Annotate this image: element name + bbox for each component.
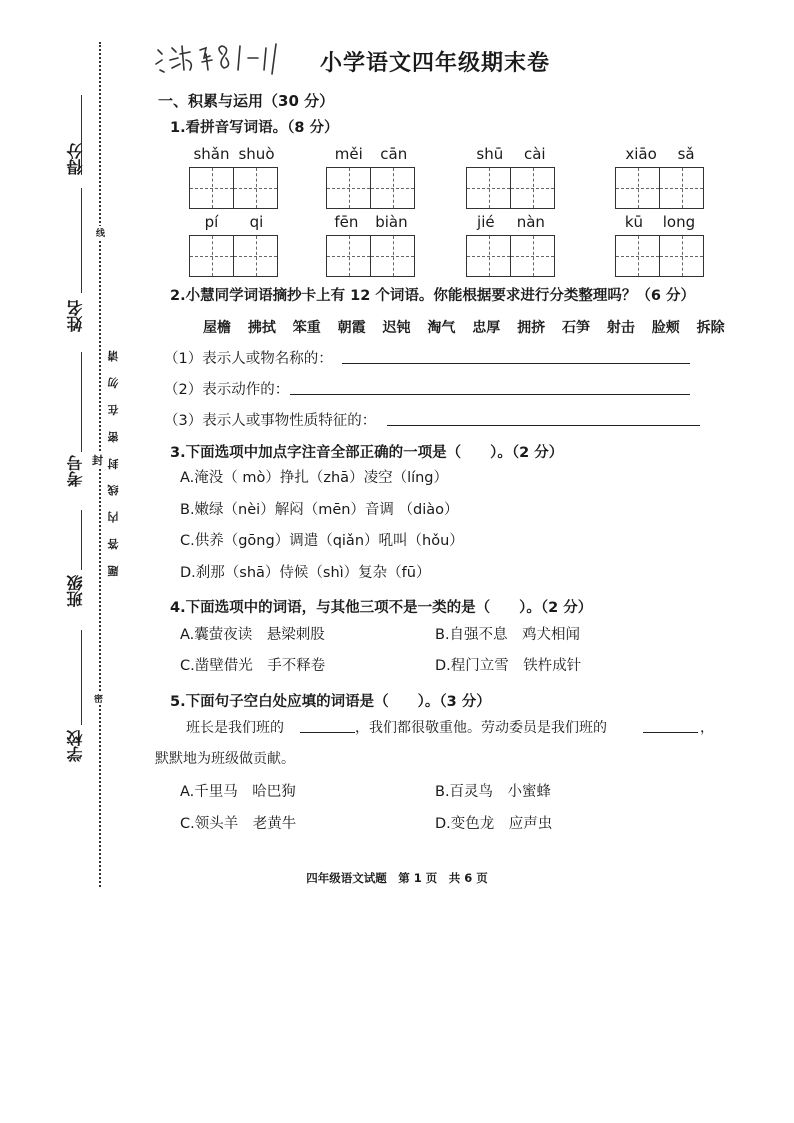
word: 脸颊 [651,320,680,336]
q4-option-c[interactable]: C.凿壁借光 手不释卷 [180,658,326,674]
notice-char: 密 [107,431,120,443]
notice-char: 封 [107,458,120,470]
q4-option-a[interactable]: A.囊萤夜读 悬梁刺股 [180,627,325,643]
q5-option-a[interactable]: A.千里马 哈巴狗 [180,784,296,800]
section-heading: 一、积累与运用（30 分） [158,92,335,110]
score-label: 得分 [66,143,85,175]
line-mark: 线 [96,226,105,239]
writing-grid[interactable] [615,235,704,277]
question-5-title: 5.下面句子空白处应填的词语是（ ）。（3 分） [170,694,491,710]
pinyin: long [662,213,696,231]
page-title: 小学语文四年级期末卷 [320,51,551,76]
q4-option-d[interactable]: D.程门立雪 铁杵成针 [435,658,582,674]
pinyin-box-3 [466,145,556,209]
q5-sentence-part2: ，我们都很敬重他。劳动委员是我们班的 [355,720,607,736]
page-footer: 四年级语文试题 第 1 页 共 6 页 [306,871,488,885]
classify-2-answer-line[interactable] [290,394,690,395]
notice-char: 在 [107,404,120,416]
pinyin-box-4 [615,145,705,209]
notice-char: 内 [107,512,120,524]
word: 拥挤 [517,320,546,336]
pinyin: cān [380,145,408,163]
classify-1-label: （1）表示人或物名称的： [164,351,333,367]
class-line [81,510,82,570]
q3-option-d[interactable]: D.刹那（shā）侍候（shì）复杂（fū） [180,565,431,581]
class-label: 班级 [66,575,85,607]
q5-option-b[interactable]: B.百灵鸟 小蜜蜂 [435,784,552,800]
classify-3-answer-line[interactable] [387,425,700,426]
classify-2-label: （2）表示动作的： [164,382,290,398]
writing-grid[interactable] [615,167,704,209]
pinyin: shū [476,145,504,163]
question-4-title: 4.下面选项中的词语，与其他三项不是一类的是（ ）。（2 分） [170,600,593,616]
notice-char: 勿 [107,377,120,389]
question-1-title: 1.看拼音写词语。（8 分） [170,120,339,136]
word: 射击 [606,320,635,336]
q5-blank-2[interactable] [643,732,698,733]
pinyin: jié [477,213,495,231]
word: 石笋 [562,320,590,336]
name-label: 姓名 [66,300,85,332]
pinyin: kū [624,213,644,231]
word: 拂拭 [247,320,276,336]
seal-notice [106,345,122,583]
writing-grid[interactable] [466,167,555,209]
q5-blank-1[interactable] [300,732,355,733]
pinyin: sǎ [677,145,695,163]
word-list [203,317,733,337]
q5-option-c[interactable]: C.领头羊 老黄牛 [180,816,297,832]
pinyin: xiāo [625,145,657,163]
pinyin-box-5 [189,213,279,277]
pinyin-box-1 [189,145,279,209]
writing-grid[interactable] [466,235,555,277]
pinyin: shuò [238,145,275,163]
pinyin-box-6 [326,213,416,277]
pinyin: fēn [334,213,359,231]
seal-mark-2: 密 [94,692,103,705]
q5-sentence-part3: ， [700,720,714,736]
word: 拆除 [696,320,725,336]
q5-sentence-part1: 班长是我们班的 [186,720,284,736]
q4-option-b[interactable]: B.自强不息 鸡犬相闻 [435,627,581,643]
question-2-title: 2.小慧同学词语摘抄卡上有 12 个词语。你能根据要求进行分类整理吗？（6 分） [170,288,696,304]
word: 迟钝 [382,320,411,336]
pinyin-box-8 [615,213,705,277]
word: 淘气 [427,320,456,336]
pinyin: qi [249,213,264,231]
notice-char: 请 [107,351,120,362]
pinyin-box-2 [326,145,416,209]
notice-char: 题 [107,565,120,577]
school-label: 学校 [66,730,85,762]
question-3-title: 3.下面选项中加点字注音全部正确的一项是（ ）。（2 分） [170,445,564,461]
word: 笨重 [292,320,321,336]
notice-char: 线 [107,485,120,497]
word: 屋檐 [203,320,231,336]
word: 朝霞 [337,320,366,336]
pinyin-box-7 [466,213,556,277]
writing-grid[interactable] [189,167,278,209]
notice-char: 答 [107,538,120,550]
q3-option-c[interactable]: C.供养（gōng）调遣（qiǎn）吼叫（hǒu） [180,533,464,549]
classify-3-label: （3）表示人或事物性质特征的： [164,413,377,429]
school-line [81,630,82,725]
pinyin: měi [334,145,363,163]
q5-option-d[interactable]: D.变色龙 应声虫 [435,816,553,832]
exam-no-label: 考号 [66,455,85,487]
q5-sentence-line2: 默默地为班级做贡献。 [155,751,295,767]
word: 忠厚 [472,320,501,336]
pinyin: nàn [516,213,545,231]
writing-grid[interactable] [326,235,415,277]
pinyin: biàn [375,213,408,231]
pinyin: pí [204,213,219,231]
classify-1-answer-line[interactable] [342,363,690,364]
writing-grid[interactable] [189,235,278,277]
exam-no-line [81,352,82,452]
seal-mark: 封 [92,454,103,467]
pinyin: shǎn [193,145,230,163]
writing-grid[interactable] [326,167,415,209]
handwritten-note [150,40,310,80]
name-line [81,188,82,293]
q3-option-b[interactable]: B.嫩绿（nèi）解闷（mēn）音调 （diào） [180,502,459,518]
pinyin: cài [523,145,546,163]
q3-option-a[interactable]: A.淹没（ mò）挣扎（zhā）凌空（líng） [180,470,449,486]
